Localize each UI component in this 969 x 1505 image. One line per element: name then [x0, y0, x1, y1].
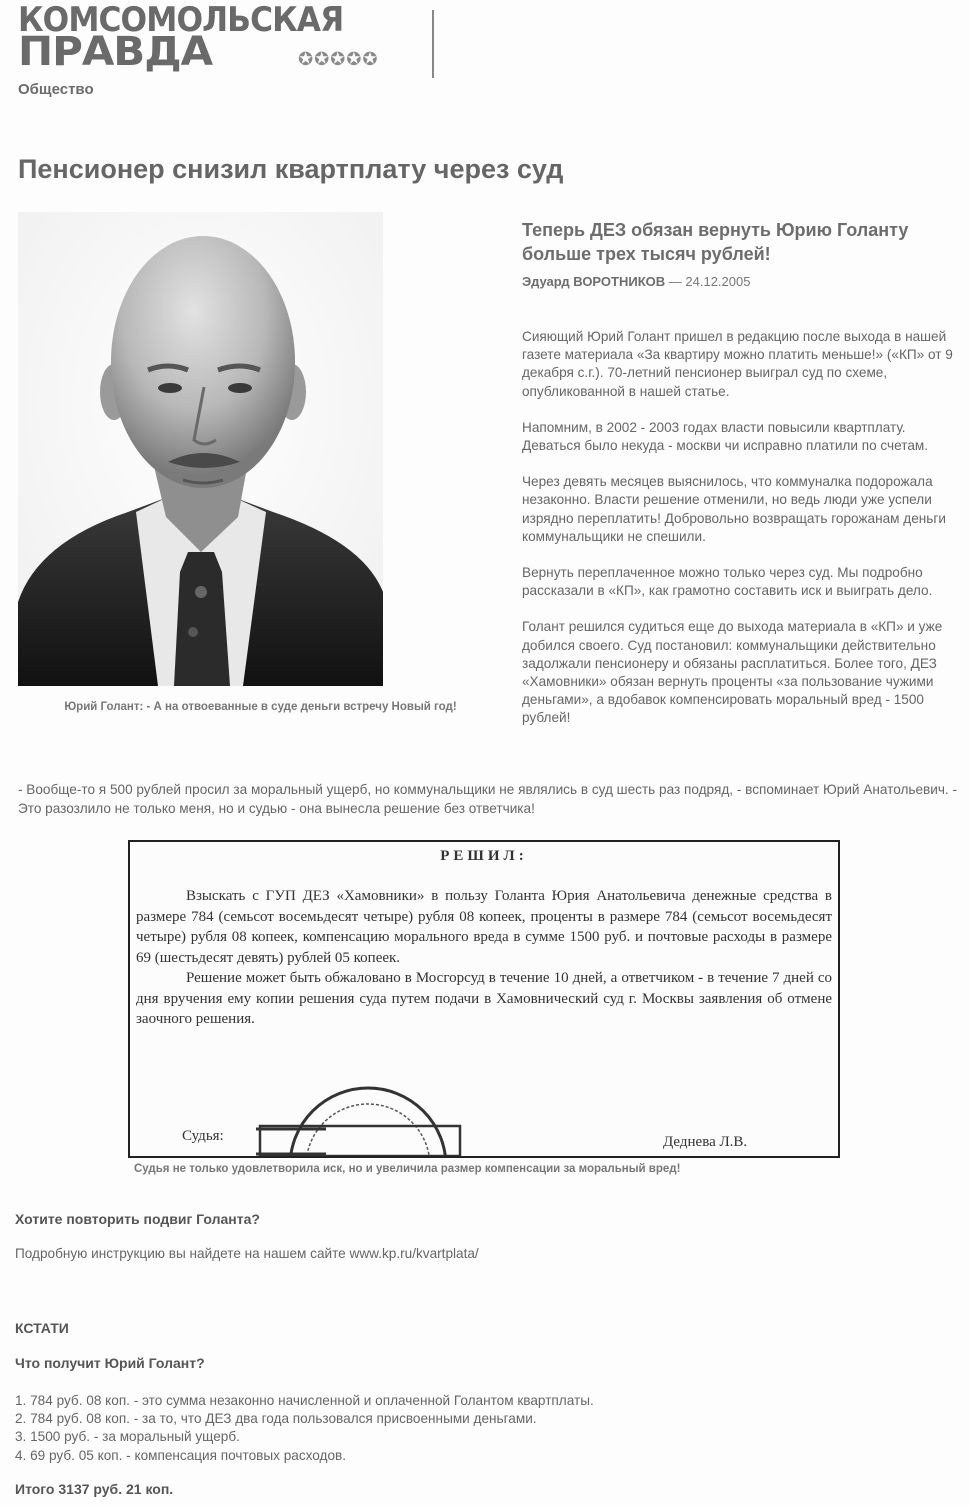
cta-heading: Хотите повторить подвиг Голанта?: [15, 1211, 260, 1227]
list-item: 3. 1500 руб. - за моральный ущерб.: [15, 1429, 240, 1445]
article-quote: - Вообще-то я 500 рублей просил за моральный ущерб, но коммунальщики не являлись в суд шесть раз подряд, - вспоминает Юрий Анатольевич. - Это разозлило не только меня, но и судью - она вынесла решение без ответчика!: [18, 782, 958, 816]
masthead-divider: [432, 10, 434, 78]
judge-label: Судья:: [182, 1128, 224, 1144]
publish-date: 24.12.2005: [685, 274, 751, 289]
cta-text[interactable]: Подробную инструкцию вы найдете на нашем сайте www.kp.ru/kvartplata/: [15, 1246, 479, 1261]
list-item: 4. 69 руб. 05 коп. - компенсация почтовых расходов.: [15, 1447, 347, 1463]
article-body: [522, 328, 957, 746]
article-paragraph: Сияющий Юрий Голант пришел в редакцию после выхода в нашей газете материала «За квартиру можно платить меньше!» («КП» от 9 декабря с.г.). 70-летний пенсионер выиграл суд по схеме, опубликованной в нашей статье.: [522, 329, 953, 399]
judge-name: Деднева Л.В.: [663, 1134, 748, 1150]
article-paragraph: Голант решился судиться еще до выхода материала в «КП» и уже добился своего. Суд постановил: коммунальщики действительно задолжали пенсионеру и обязаны расплатиться. Более того, ДЕЗ «Хамовники» обязан вернуть проценты «за пользование чужими деньгами», а вдобавок компенсировать моральный вред - 1500 рублей!: [522, 619, 943, 726]
logo-line-1: КОМСОМОЛЬСКАЯ: [18, 0, 344, 40]
court-decision-scan: [128, 840, 840, 1158]
court-decision-paragraph: Решение может быть обжаловано в Мосгорсуд в течение 10 дней, а ответчиком - в течение 7 дней со дня вручения ему копии решения суда путем подачи в Хамовнический суд г. Москвы заявления об отмене заочного решения.: [136, 970, 832, 1027]
logo-line-2: ПРАВДА: [18, 29, 213, 75]
portrait-photo: [18, 212, 383, 686]
list-item: 2. 784 руб. 08 коп. - за то, что ДЕЗ два года пользовался присвоенными деньгами.: [15, 1411, 537, 1427]
compensation-total: Итого 3137 руб. 21 коп.: [15, 1481, 174, 1497]
article-headline: Пенсионер снизил квартплату через суд: [18, 154, 564, 184]
article-paragraph: Вернуть переплаченное можно только через суд. Мы подробно рассказали в «КП», как грамотно составить иск и выиграть дело.: [522, 565, 933, 599]
court-decision-paragraph: Взыскать с ГУП ДЕЗ «Хамовники» в пользу Голанта Юрия Анатольевича денежные средства в размере 784 (семьсот восемьдесят четыре) рубля 08 копеек, проценты в размере 784 (семьсот восемьдесят четыре) рубля 08 копеек, компенсацию морального вреда в сумме 1500 руб. и почтовые расходы в размере 69 (шестьдесят девять) рублей 05 копеек.: [136, 888, 832, 966]
byline-separator: —: [665, 274, 686, 289]
list-item: 1. 784 руб. 08 коп. - это сумма незаконно начисленной и оплаченной Голантом квартплаты.: [15, 1393, 594, 1408]
court-scan-caption: Судья не только удовлетворила иск, но и увеличила размер компенсации за моральный вред!: [134, 1163, 681, 1175]
portrait-image: [18, 212, 383, 686]
newspaper-logo[interactable]: [18, 0, 418, 75]
photo-caption: Юрий Голант: - А на отвоеванные в суде деньги встречу Новый год!: [64, 701, 457, 713]
article-paragraph: Напомним, в 2002 - 2003 годах власти повысили квартплату. Деваться было некуда - москви чи исправно платили по счетам.: [522, 419, 928, 454]
compensation-list: [15, 1392, 594, 1465]
court-decision-text: [136, 886, 832, 1030]
section-label[interactable]: Общество: [18, 81, 94, 98]
sidebar-question: Что получит Юрий Голант?: [15, 1355, 205, 1371]
article-paragraph: Через девять месяцев выяснилось, что коммуналка подорожала незаконно. Власти решение отменили, но ведь люди уже успели изрядно переплатить! Добровольно возвращать горожанам деньги коммунальщики не спешили.: [522, 474, 946, 544]
article-subhead: Теперь ДЕЗ обязан вернуть Юрию Голанту больше трех тысяч рублей!: [522, 220, 909, 264]
orders-icon: ✪✪✪✪✪: [298, 49, 379, 70]
court-decision-title: РЕШИЛ:: [440, 848, 528, 864]
byline: [522, 274, 750, 289]
sidebar-label: КСТАТИ: [15, 1320, 69, 1336]
author-name[interactable]: Эдуард ВОРОТНИКОВ: [522, 274, 666, 289]
court-stamp-icon: [256, 1074, 476, 1156]
